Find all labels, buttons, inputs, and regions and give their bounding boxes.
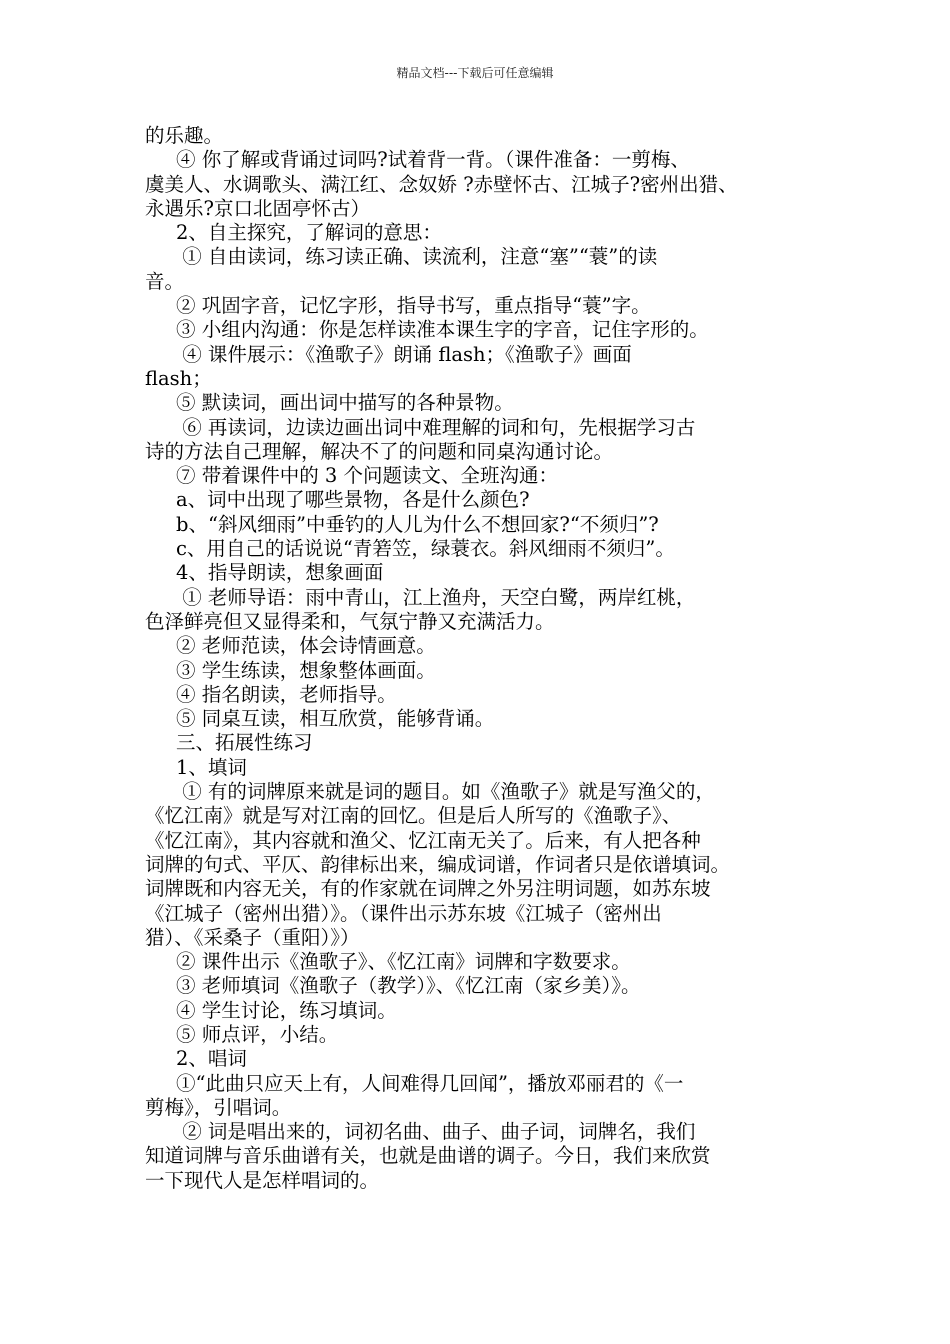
text-line: 《忆江南》，其内容就和渔父、忆江南无关了。后来，有人把各种 [145, 828, 701, 852]
text-line: ③ 小组内沟通：你是怎样读准本课生字的字音，记住字形的。 [145, 318, 709, 342]
document-body [145, 124, 815, 1193]
text-line: 色泽鲜亮但又显得柔和，气氛宁静又充满活力。 [145, 609, 555, 633]
text-line: ② 课件出示《渔歌子》、《忆江南》词牌和字数要求。 [145, 950, 631, 974]
text-line: c、用自己的话说说“青箬笠，绿蓑衣。斜风细雨不须归”。 [145, 537, 675, 561]
text-line: ⑤ 默读词，画出词中描写的各种景物。 [145, 391, 514, 415]
text-line: 猎）、《采桑子（重阳）》） [145, 925, 360, 949]
text-line: flash； [145, 366, 212, 390]
text-line: ①“此曲只应天上有，人间难得几回闻”，播放邓丽君的《一 [145, 1071, 684, 1095]
text-line: 音。 [145, 269, 185, 293]
text-line: ④ 你了解或背诵过词吗?试着背一背。（课件准备：一剪梅、 [145, 148, 690, 172]
text-line: 4、指导朗读，想象画面 [145, 561, 384, 585]
text-line: 《江城子（密州出猎）》。（课件出示苏东坡《江城子（密州出 [145, 901, 662, 925]
text-line: 1、填词 [145, 755, 247, 779]
text-line: 词牌的句式、平仄、韵律标出来，编成词谱，作词者只是依谱填词。 [145, 852, 731, 876]
text-line: ④ 指名朗读，老师指导。 [145, 682, 397, 706]
text-line: 知道词牌与音乐曲谱有关，也就是曲谱的调子。今日，我们来欣赏 [145, 1144, 711, 1168]
text-line: ① 有的词牌原来就是词的题目。如《渔歌子》就是写渔父的， [145, 780, 715, 804]
text-line: ① 老师导语：雨中青山，江上渔舟，天空白鹭，两岸红桃， [145, 585, 696, 609]
text-line: 三、拓展性练习 [145, 731, 313, 755]
text-line: b、“斜风细雨”中垂钓的人儿为什么不想回家?“不须归”? [145, 512, 659, 536]
text-line: 一下现代人是怎样唱词的。 [145, 1168, 380, 1192]
text-line: 剪梅》，引唱词。 [145, 1095, 292, 1119]
text-line: ④ 学生讨论，练习填词。 [145, 998, 397, 1022]
text-line: 诗的方法自己理解，解决不了的问题和同桌沟通讨论。 [145, 439, 614, 463]
text-line: ② 巩固字音，记忆字形，指导书写，重点指导“蓑”字。 [145, 294, 651, 318]
text-line: ② 词是唱出来的，词初名曲、曲子、曲子词，词牌名，我们 [145, 1120, 696, 1144]
text-line: ② 老师范读，体会诗情画意。 [145, 634, 436, 658]
text-line: 2、唱词 [145, 1047, 247, 1071]
text-line: ⑤ 同桌互读，相互欣赏，能够背诵。 [145, 707, 495, 731]
text-line: ⑦ 带着课件中的 3 个问题读文、全班沟通： [145, 464, 558, 488]
text-line: ③ 学生练读，想象整体画面。 [145, 658, 436, 682]
page-header: 精品文档---下载后可任意编辑 [396, 66, 554, 80]
text-line: ⑤ 师点评，小结。 [145, 1022, 339, 1046]
text-line: 的乐趣。 [145, 124, 224, 147]
text-line: ⑥ 再读词，边读边画出词中难理解的词和句，先根据学习古 [145, 415, 696, 439]
text-line: 《忆江南》就是写对江南的回忆。但是后人所写的《渔歌子》、 [145, 804, 682, 828]
text-line: ① 自由读词，练习读正确、读流利，注意“塞”“蓑”的读 [145, 245, 658, 269]
text-line: 虞美人、水调歌头、满江红、念奴娇 ?赤壁怀古、江城子?密州出猎、 [145, 172, 738, 196]
text-line: ③ 老师填词《渔歌子（教学）》、《忆江南（家乡美）》。 [145, 974, 641, 998]
text-line: a、词中出现了哪些景物，各是什么颜色? [145, 488, 530, 512]
text-line: ④ 课件展示：《渔歌子》朗诵 flash；《渔歌子》画面 [145, 342, 632, 366]
text-line: 永遇乐?京口北固亭怀古） [145, 196, 370, 220]
text-line: 2、自主探究，了解词的意思： [145, 221, 442, 245]
text-line: 词牌既和内容无关，有的作家就在词牌之外另注明词题，如苏东坡 [145, 877, 711, 901]
